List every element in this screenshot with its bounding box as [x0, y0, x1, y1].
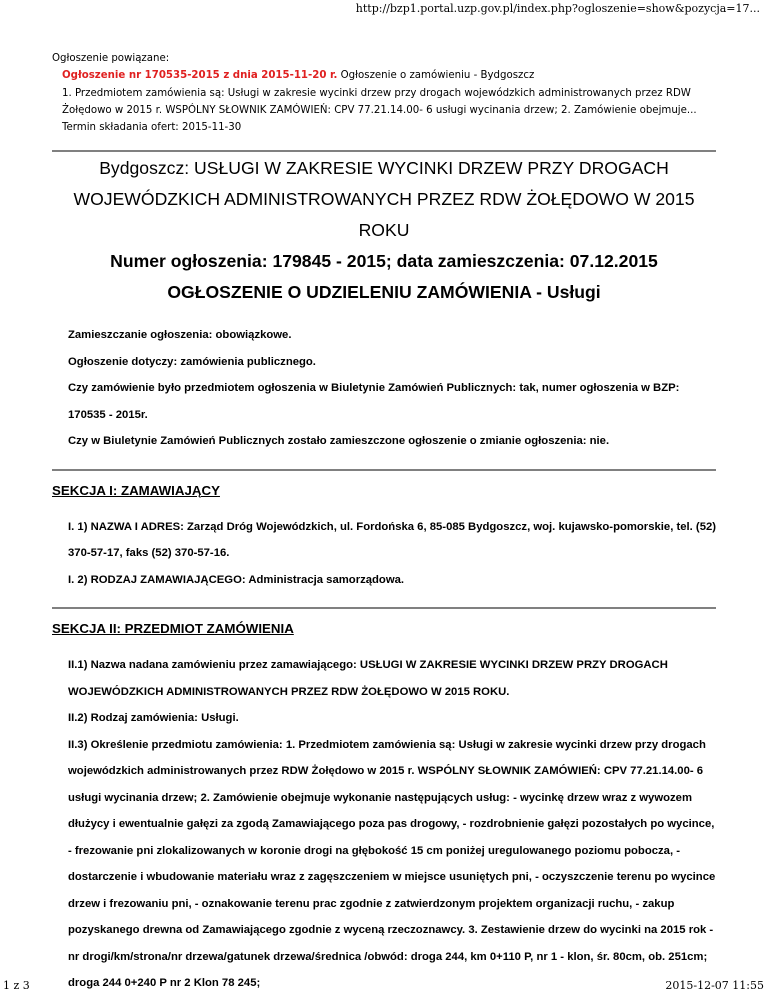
related-label: Ogłoszenie powiązane: [52, 53, 170, 64]
related-link-line [52, 67, 732, 84]
related-link-suffix: Ogłoszenie o zamówieniu - Bydgoszcz [337, 70, 535, 82]
related-notice [52, 50, 732, 136]
page-number: 1 z 3 [3, 979, 30, 992]
notice-title-block [52, 153, 716, 308]
section-1-name-address: I. 1) NAZWA I ADRES: Zarząd Dróg Wojewódzkich, ul. Fordońska 6, 85-085 Bydgoszcz, woj. kujawsko-pomorskie, tel. (52) 370-57-17, faks (52) 370-57-16. [68, 520, 717, 559]
section-1-type: I. 2) RODZAJ ZAMAWIAJĄCEGO: Administracja samorządowa. [68, 573, 405, 586]
notice-number: Numer ogłoszenia: 179845 - 2015; data zamieszczenia: 07.12.2015 [110, 251, 658, 271]
intro-concerns: Ogłoszenie dotyczy: zamówienia publicznego. [68, 355, 316, 368]
notice-body [52, 150, 716, 997]
section-2-type: II.2) Rodzaj zamówienia: Usługi. [68, 712, 239, 724]
intro-bzp-published: Czy zamówienie było przedmiotem ogłoszenia w Biuletynie Zamówień Publicznych: tak, numer ogłoszenia w BZP: 170535 - 2015r. [68, 382, 680, 421]
notice-type: OGŁOSZENIE O UDZIELENIU ZAMÓWIENIA - Usługi [167, 282, 601, 302]
section-2-name: II.1) Nazwa nadana zamówieniu przez zamawiającego: USŁUGI W ZAKRESIE WYCINKI DRZEW PRZY DROGACH WOJEWÓDZKICH ADMINISTROWANYCH PRZEZ RDW ŻOŁĘDOWO W 2015 ROKU. [68, 659, 668, 698]
divider [52, 469, 716, 471]
related-deadline: Termin składania ofert: 2015-11-30 [62, 122, 242, 134]
divider [52, 607, 716, 609]
section-1-heading: SEKCJA I: ZAMAWIAJĄCY [52, 482, 220, 498]
print-datetime: 2015-12-07 11:55 [665, 979, 764, 992]
intro-mandatory: Zamieszczanie ogłoszenia: obowiązkowe. [68, 329, 292, 341]
related-notice-link[interactable]: Ogłoszenie nr 170535-2015 z dnia 2015-11-20 r. [62, 70, 338, 82]
section-2-heading: SEKCJA II: PRZEDMIOT ZAMÓWIENIA [52, 621, 294, 636]
intro-bzp-change: Czy w Biuletynie Zamówień Publicznych zostało zamieszczone ogłoszenie o zmianie ogłoszenia: nie. [68, 435, 610, 447]
print-header-url: http://bzp1.portal.uzp.gov.pl/index.php?ogloszenie=show&pozycja=17... [355, 2, 760, 15]
section-2-description: II.3) Określenie przedmiotu zamówienia: 1. Przedmiotem zamówienia są: Usługi w zakresie wycinki drzew przy drogach wojewódzkich administrowanych przez RDW Żołędowo w 2015 r. WSPÓLNY SŁOWNIK ZAMÓWIEŃ: CPV 77.21.14.00- 6 usługi wycinania drzew; 2. Zamówienie obejmuje wykonanie następujących usług: - wycinkę drzew wraz z wywozem dłużycy i ewentualnie gałęzi za zgodą Zamawiającego poza pas drogowy, - rozdrobnienie gałęzi pozostałych po wycince, - frezowanie pni zlokalizowanych w koronie drogi na głębokość 15 cm poniżej uregulowanego poziomu pobocza, - dostarczenie i wbudowanie materiału wraz z zagęszczeniem w miejsce usuniętych pni, - oczyszczenie terenu po wycince drzew i frezowaniu pni, - oznakowanie terenu prac zgodnie z zatwierdzonym projektem organizacji ruchu, - zakup pozyskanego drewna od Zamawiającego zgodnie z wyceną rzeczoznawcy. 3. Zestawienie drzew do wycinki na 2015 rok - nr drogi/km/strona/nr drzewa/gatunek drzewa/średnica /obwód: droga 244, km 0+110 P, nr 1 - klon, śr. 80cm, ob. 251cm; droga 244 0+240 P nr 2 Klon 78 245; [68, 738, 716, 989]
notice-title: Bydgoszcz: USŁUGI W ZAKRESIE WYCINKI DRZEW PRZY DROGACH WOJEWÓDZKICH ADMINISTROWANYCH PRZEZ RDW ŻOŁĘDOWO W 2015 ROKU [73, 158, 695, 240]
related-summary: 1. Przedmiotem zamówienia są: Usługi w zakresie wycinki drzew przy drogach wojewódzkich administrowanych przez RDW Żołędowo w 2015 r. WSPÓLNY SŁOWNIK ZAMÓWIEŃ: CPV 77.21.14.00- 6 usługi wycinania drzew; 2. Zamówienie obejmuje... [62, 87, 697, 116]
